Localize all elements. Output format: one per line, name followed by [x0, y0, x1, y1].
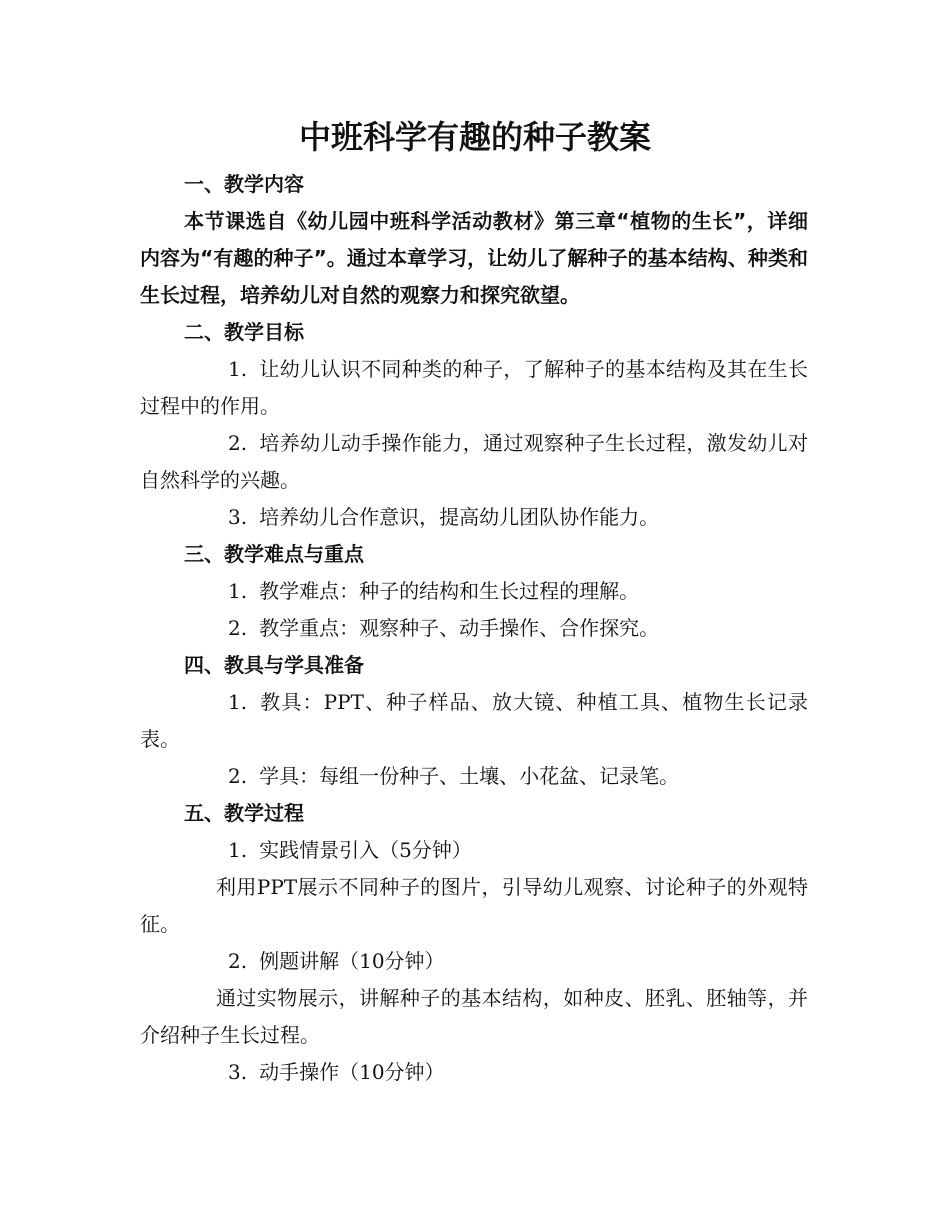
list-item [140, 610, 808, 647]
item-number: 2. [228, 949, 248, 973]
document-body [140, 166, 808, 1091]
item-text: 学具：每组一份种子、土壤、小花盆、记录笔。 [259, 764, 680, 788]
list-item [140, 1054, 808, 1091]
item-number: 2. [228, 616, 248, 640]
list-item [140, 351, 808, 425]
item-text: 培养幼儿合作意识，提高幼儿团队协作能力。 [259, 505, 660, 529]
item-text: 培养幼儿动手操作能力，通过观察种子生长过程，激发幼儿对自然科学的兴趣。 [140, 431, 808, 492]
list-item [140, 832, 808, 869]
item-number: 3. [228, 505, 248, 529]
list-item [140, 573, 808, 610]
list-item [140, 425, 808, 499]
item-text: 让幼儿认识不同种类的种子，了解种子的基本结构及其在生长过程中的作用。 [140, 357, 808, 418]
section-heading-content: 一、教学内容 [184, 172, 304, 196]
list-item [140, 684, 808, 758]
item-detail: 通过实物展示，讲解种子的基本结构，如种皮、胚乳、胚轴等，并介绍种子生长过程。 [140, 986, 808, 1047]
item-text: 实践情景引入（5分钟） [259, 838, 472, 862]
list-item [140, 499, 808, 536]
list-item [140, 943, 808, 980]
item-text: 例题讲解（10分钟） [259, 949, 445, 973]
item-number: 2. [228, 431, 248, 455]
item-text: 教学重点：观察种子、动手操作、合作探究。 [259, 616, 660, 640]
section-heading-difficulties: 三、教学难点与重点 [184, 542, 364, 566]
item-number: 1. [228, 690, 248, 714]
item-number: 1. [228, 579, 248, 603]
item-number: 3. [228, 1060, 248, 1084]
item-number: 1. [228, 357, 248, 381]
item-text: 教具：PPT、种子样品、放大镜、种植工具、植物生长记录表。 [140, 690, 808, 751]
item-number: 2. [228, 764, 248, 788]
section-heading-goals: 二、教学目标 [184, 320, 304, 344]
page-title: 中班科学有趣的种子教案 [298, 118, 651, 156]
list-item [140, 758, 808, 795]
item-detail: 利用PPT展示不同种子的图片，引导幼儿观察、讨论种子的外观特征。 [140, 875, 808, 936]
section-intro-paragraph: 本节课选自《幼儿园中班科学活动教材》第三章“植物的生长”，详细内容为“有趣的种子”。通过本章学习，让幼儿了解种子的基本结构、种类和生长过程，培养幼儿对自然的观察力和探究欲望。 [140, 209, 808, 307]
section-heading-process: 五、教学过程 [184, 801, 304, 825]
item-number: 1. [228, 838, 248, 862]
section-heading-materials: 四、教具与学具准备 [184, 653, 364, 677]
item-text: 教学难点：种子的结构和生长过程的理解。 [259, 579, 640, 603]
item-text: 动手操作（10分钟） [259, 1060, 445, 1084]
